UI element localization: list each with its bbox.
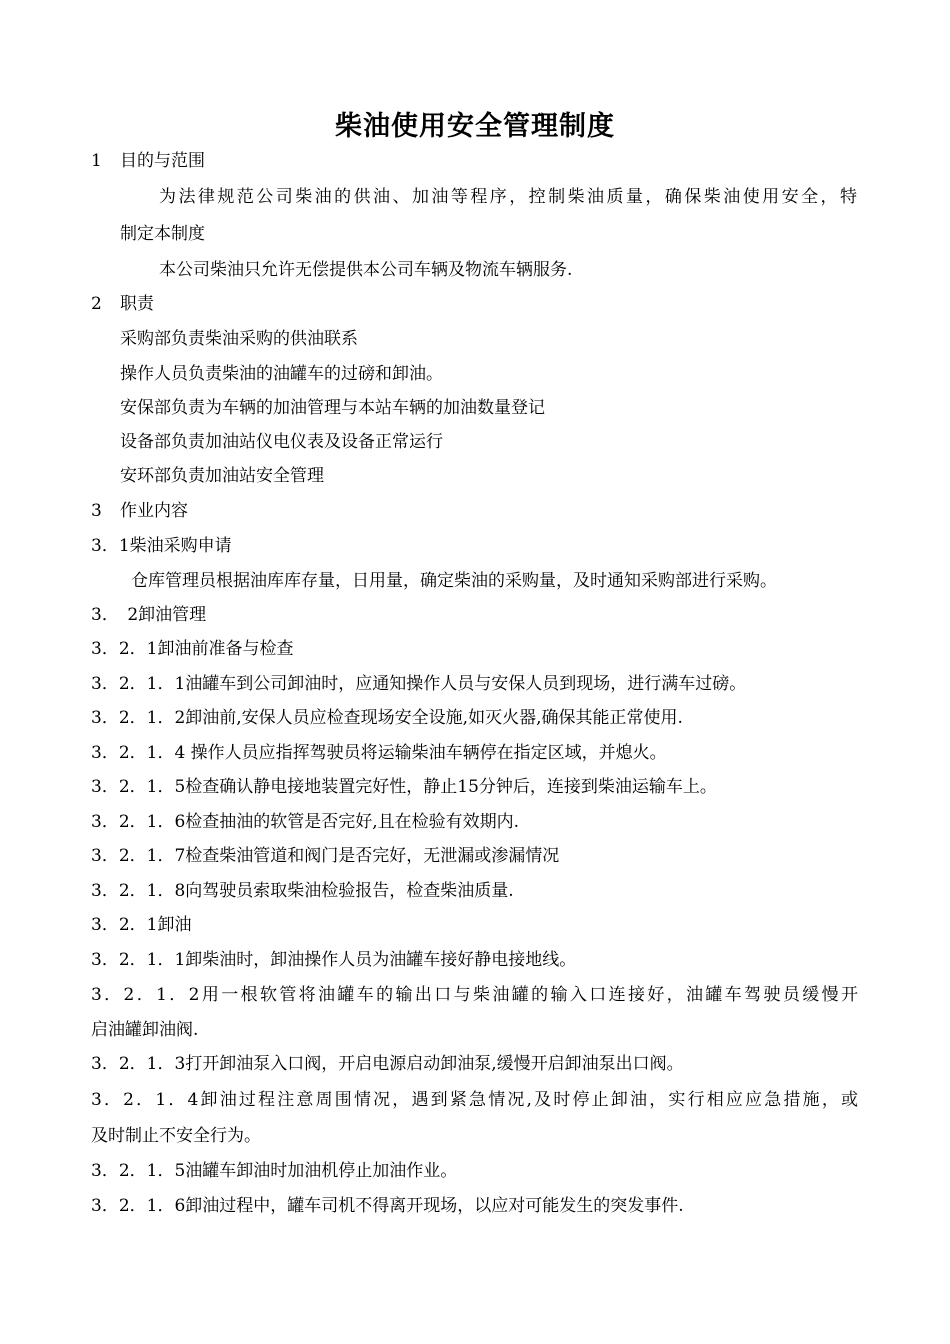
section-3-heading: [91, 500, 188, 522]
responsibility-item: 采购部负责柴油采购的供油联系: [120, 329, 358, 349]
preparation-item: 3．2．1．6检查抽油的软管是否完好,且在检验有效期内.: [91, 812, 520, 832]
unloading-item-4-line-1: 3．2．1．4卸油过程注意周围情况，遇到紧急情况,及时停止卸油，实行相应应急措施，或: [91, 1090, 858, 1110]
section-3-number: 3: [91, 501, 102, 521]
subsection-3-1-heading: 3．1柴油采购申请: [91, 536, 232, 556]
section-1-heading: [91, 150, 205, 172]
preparation-item: 3．2．1．8向驾驶员索取柴油检验报告，检查柴油质量.: [91, 881, 514, 901]
unloading-item-5: 3．2．1．5油罐车卸油时加油机停止加油作业。: [91, 1161, 458, 1181]
preparation-item: 3．2．1．1油罐车到公司卸油时，应通知操作人员与安保人员到现场，进行满车过磅。: [91, 674, 747, 694]
section-1-paragraph-1-line-1: 为法律规范公司柴油的供油、加油等程序，控制柴油质量，确保柴油使用安全，特: [159, 187, 857, 207]
preparation-item: 3．2．1．4 操作人员应指挥驾驶员将运输柴油车辆停在指定区域，并熄火。: [91, 743, 667, 763]
section-1-number: 1: [91, 151, 102, 171]
responsibility-item: 操作人员负责柴油的油罐车的过磅和卸油。: [120, 364, 443, 384]
subsection-3-2-1-heading: 3．2．1卸油前准备与检查: [91, 639, 294, 659]
section-1-paragraph-2: 本公司柴油只允许无偿提供本公司车辆及物流车辆服务.: [159, 260, 573, 280]
section-2-number: 2: [91, 294, 102, 314]
unloading-heading: 3．2．1卸油: [91, 915, 192, 935]
unloading-item-4-line-2: 及时制止不安全行为。: [91, 1126, 261, 1146]
section-2-title: 职责: [120, 294, 154, 314]
unloading-item-2-line-1: 3．2．1．2用一根软管将油罐车的输出口与柴油罐的输入口连接好，油罐车驾驶员缓慢开: [91, 985, 858, 1005]
document-title: 柴油使用安全管理制度: [335, 111, 615, 142]
subsection-3-1-text: 仓库管理员根据油库库存量，日用量，确定柴油的采购量，及时通知采购部进行采购。: [131, 571, 777, 591]
section-2-heading: [91, 293, 154, 315]
preparation-item: 3．2．1．2卸油前,安保人员应检查现场安全设施,如灭火器,确保其能正常使用.: [91, 708, 683, 728]
section-1-paragraph-1-line-2: 制定本制度: [120, 224, 205, 244]
unloading-item-6: 3．2．1．6卸油过程中，罐车司机不得离开现场，以应对可能发生的突发事件.: [91, 1196, 684, 1216]
preparation-item: 3．2．1．7检查柴油管道和阀门是否完好，无泄漏或渗漏情况: [91, 846, 560, 866]
responsibility-item: 安环部负责加油站安全管理: [120, 466, 324, 486]
responsibility-item: 设备部负责加油站仪电仪表及设备正常运行: [120, 432, 443, 452]
section-1-title: 目的与范围: [120, 151, 205, 171]
unloading-item-3: 3．2．1．3打开卸油泵入口阀，开启电源启动卸油泵,缓慢开启卸油泵出口阀。: [91, 1054, 684, 1074]
section-3-title: 作业内容: [120, 501, 188, 521]
responsibility-item: 安保部负责为车辆的加油管理与本站车辆的加油数量登记: [120, 398, 545, 418]
unloading-item-2-line-2: 启油罐卸油阀.: [91, 1020, 199, 1040]
preparation-item: 3．2．1．5检查确认静电接地装置完好性，静止15分钟后，连接到柴油运输车上。: [91, 777, 717, 797]
unloading-item-1: 3．2．1．1卸柴油时，卸油操作人员为油罐车接好静电接地线。: [91, 950, 577, 970]
subsection-3-2-heading: 3． 2卸油管理: [91, 605, 207, 625]
